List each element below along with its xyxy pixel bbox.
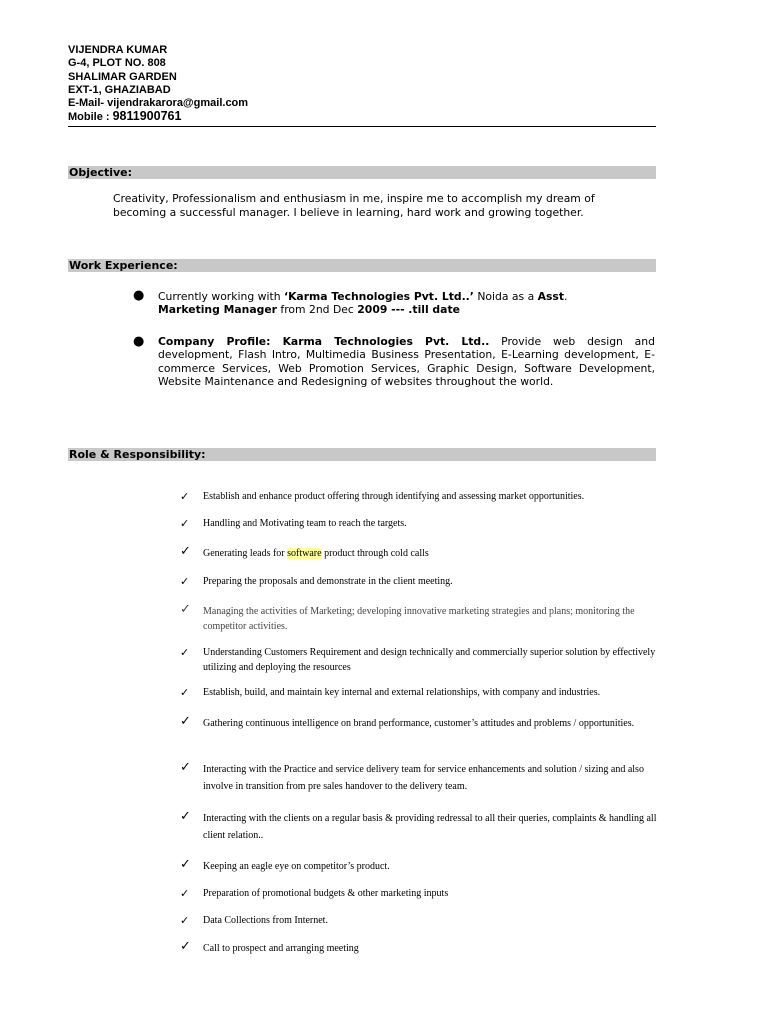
- list-item: [180, 886, 660, 901]
- candidate-name: VIJENDRA KUMAR: [68, 44, 168, 56]
- list-item-text-part: Generating leads for: [203, 548, 288, 559]
- list-item: [180, 810, 660, 844]
- role-responsibility-heading: Role & Responsibility:: [68, 448, 656, 461]
- list-item: [180, 604, 660, 634]
- list-item: [180, 516, 660, 531]
- list-item: [180, 574, 660, 589]
- job-dates: 2009 --- .till date: [357, 303, 460, 317]
- list-item-text: Gathering continuous intelligence on brand performance, customer’s attitudes and problems / opportunities.: [203, 718, 635, 729]
- objective-text: Creativity, Professionalism and enthusiasm in me, inspire me to accomplish my dream of becoming a successful manager. I believe in learning, hard work and growing together.: [113, 192, 595, 219]
- list-item-text: Preparing the proposals and demonstrate in the client meeting.: [203, 576, 453, 587]
- list-item: [180, 685, 660, 700]
- list-item: [180, 645, 660, 675]
- contact-header: [68, 44, 248, 125]
- mobile-number: 9811900761: [112, 109, 182, 124]
- company-name: ‘Karma Technologies Pvt. Ltd..’: [283, 290, 474, 303]
- list-item: [180, 913, 660, 928]
- header-divider: [68, 126, 656, 127]
- work-experience-heading: Work Experience:: [68, 259, 656, 272]
- checkmark-icon: ✓: [180, 686, 190, 699]
- job-text-part: from 2nd Dec: [276, 303, 358, 317]
- job-text-part: .: [564, 290, 568, 303]
- list-item-text: Handling and Motivating team to reach the targets.: [203, 518, 407, 529]
- list-item: [180, 489, 660, 504]
- checkmark-icon: ✓: [180, 646, 190, 659]
- list-item-text: Managing the activities of Marketing; developing innovative marketing strategies and plans; monitoring the competitor activities.: [203, 606, 635, 632]
- job-title: Marketing Manager: [158, 303, 277, 317]
- list-item: [180, 859, 660, 874]
- checkmark-icon: ✓: [180, 939, 191, 954]
- list-item: [180, 546, 660, 561]
- address-line-2: SHALIMAR GARDEN: [68, 70, 177, 83]
- list-item-text: [203, 546, 660, 561]
- checkmark-icon: ✓: [180, 914, 190, 927]
- checkmark-icon: ✓: [180, 517, 190, 530]
- company-profile-description: Provide web design and development, Flash Intro, Multimedia Business Presentation, E-Learning development, E-commerce Services, Web Promotion Services, Graphic Design, Software Development, Website Maintenance and Redesigning of websites throughout the world.: [158, 335, 655, 389]
- list-item-text: Data Collections from Internet.: [203, 915, 328, 926]
- list-item-text: Preparation of promotional budgets & other marketing inputs: [203, 888, 449, 899]
- checkmark-icon: ✓: [180, 575, 190, 588]
- list-item-text: Keeping an eagle eye on competitor’s product.: [203, 861, 390, 872]
- list-item: [180, 716, 660, 731]
- checkmark-icon: ✓: [180, 714, 191, 729]
- checkmark-icon: ✓: [180, 760, 191, 775]
- list-item-text: Interacting with the Practice and service delivery team for service enhancements and solution / sizing and also involve in transition from pre sales handover to the delivery team.: [203, 764, 644, 792]
- address-line-3: EXT-1, GHAZIABAD: [68, 83, 171, 96]
- list-item-text: Establish and enhance product offering through identifying and assessing market opportunities.: [203, 491, 585, 502]
- mobile-line: [68, 110, 248, 124]
- list-item: [180, 941, 660, 956]
- job-text-part: Noida as a: [473, 290, 538, 303]
- list-item-text: Establish, build, and maintain key internal and external relationships, with company and industries.: [203, 687, 601, 698]
- mobile-label: Mobile :: [68, 111, 113, 124]
- job-title-part: Asst: [537, 290, 565, 303]
- list-item-text: Interacting with the clients on a regular basis & providing redressal to all their queries, complaints & handling all client relation..: [203, 813, 657, 841]
- email-line: E-Mail- vijendrakarora@gmail.com: [68, 97, 249, 110]
- bullet-icon: ●: [133, 288, 145, 303]
- highlighted-word: software: [287, 548, 322, 559]
- list-item: [180, 761, 660, 795]
- checkmark-icon: ✓: [180, 602, 191, 617]
- objective-heading: Objective:: [68, 166, 656, 179]
- checkmark-icon: ✓: [180, 490, 190, 503]
- checkmark-icon: ✓: [180, 809, 191, 824]
- company-profile-text: [158, 335, 655, 389]
- current-job-text: [158, 290, 655, 317]
- list-item-text-part: product through cold calls: [321, 548, 429, 559]
- list-item-text: Understanding Customers Requirement and design technically and commercially superior solution by effectively utilizing and deploying the resources: [203, 647, 656, 673]
- bullet-icon: ●: [133, 334, 145, 349]
- address-line-1: G-4, PLOT NO. 808: [68, 57, 166, 70]
- job-text-part: Currently working with: [158, 290, 284, 303]
- checkmark-icon: ✓: [180, 544, 191, 559]
- checkmark-icon: ✓: [180, 857, 191, 872]
- company-profile-label: Company Profile: Karma Technologies Pvt. Ltd..: [158, 335, 490, 348]
- checkmark-icon: ✓: [180, 887, 190, 900]
- list-item-text: Call to prospect and arranging meeting: [203, 943, 359, 954]
